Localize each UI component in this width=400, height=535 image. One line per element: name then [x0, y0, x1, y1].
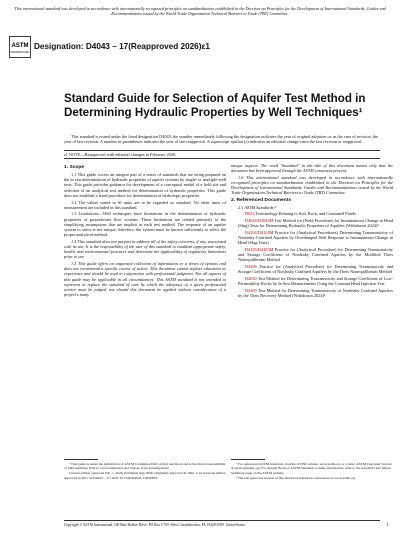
reference-item	[231, 264, 393, 274]
footnote: ³ The last approved version of this historical standard is referenced on www.astm.org.	[236, 475, 356, 480]
designation: Designation: D4043 – 17(Reapproved 2026)ε1	[34, 42, 210, 51]
reference-item	[231, 288, 393, 298]
referenced-documents-heading: 2. Referenced Documents	[231, 197, 292, 203]
reference-item	[231, 276, 393, 286]
standard-issuance-note	[64, 134, 380, 145]
issuance-text: This standard is issued under the fixed designation D4043; the number immediately following the designation indicates the year of original adoption or, in the case of revision, the year of last revision. A number in parentheses indicates the year of last reapproval. A superscript epsilon (ε) indicates an editorial change since the last revision or reapproval.	[64, 134, 379, 145]
footnote-rule	[231, 459, 265, 460]
astm-logo	[9, 36, 31, 58]
reference-code-link[interactable]: D4106	[245, 264, 257, 270]
reference-title: Test Method for (Field Procedure) for Instantaneous Change in Head (Slug) Tests for Determining Hydraulic Properties of Aquifers (Withdrawn 2024)³	[238, 218, 393, 229]
footnotes-left	[64, 462, 226, 481]
reference-item	[231, 218, 393, 228]
reference-item	[231, 247, 393, 262]
right-column	[231, 163, 393, 300]
svg-text:INTERNATIONAL: INTERNATIONAL	[10, 51, 30, 54]
footnote: Current edition approved Feb. 1, 2026. Published July 2026. Originally approved in 1991. Last previous edition approved in 2017 as D4043 – 17. DOI: 10.1520/D4043-17R26E01.	[64, 471, 226, 480]
reference-code-link[interactable]: D5269	[245, 288, 257, 294]
reference-code-link[interactable]: D653	[245, 211, 255, 217]
astm-standards-subheading: 2.1 ASTM Standards:²	[238, 204, 277, 210]
tbt-notice: This international standard was developed in accordance with internationally recognized principles on standardization established in the Decision on Principles for the Development of International Standards, Guides and Recommendations issued by the World Trade Organization Technical Barriers to Trade (TBT) Committee.	[14, 6, 386, 16]
footnote: ¹ This guide is under the jurisdiction of ASTM Committee D18 on Soil and Rock and is the direct responsibility of Subcommittee D18.21 on Groundwater and Vadose Zone Investigations.	[64, 462, 226, 471]
reference-list	[231, 211, 393, 298]
scope-continuation: unique aspects. The word "Standard" in the title of this document means only that the document has been approved through the ASTM consensus process.	[231, 163, 393, 174]
scope-paragraph: 1.5 This guide offers an organized collection of information or a series of options and does not recommend a specific course of action. This document cannot replace education or experience and should be used in conjunction with professional judgment. Not all aspects of this guide may be applicable in all circumstances. This ASTM standard is not intended to represent or replace the standard of care by which the adequacy of a given professional service must be judged, nor should this document be applied without consideration of a project's many	[64, 261, 226, 297]
scope-paragraph: 1.1 This guide covers an integral part of a series of standards that are being prepared on the in situ determination of hydraulic properties of aquifer systems by single- or multiple-well tests. This guide provides guidance for development of a conceptual model of a field site and selection of an analytical test method for determination of hydraulic properties. This guide does not establish a fixed procedure for determination of hydrologic properties.	[64, 172, 226, 198]
reference-code-link[interactable]: D4104/D4104M	[245, 230, 274, 236]
reference-title: Test Method for Determining Transmissivity of Nonleaky Confined Aquifers by the Theis Recovery Method (Withdrawn 2024)³	[238, 288, 393, 299]
reference-code-link[interactable]: D4044/D4044M	[245, 218, 274, 224]
svg-text:ASTM: ASTM	[11, 43, 29, 49]
scope-paragraph: 1.3 Limitations—Well techniques have limitations in the determination of hydraulic properties of groundwater flow systems. These limitations are related primarily to the simplifying assumptions that are implicit in each test method. The response of an aquifer system to stress is not unique; therefore, the system must be known sufficiently to select the proper analytical method.	[64, 211, 226, 238]
reference-title: Practice for (Analytical Procedure) for Determining Transmissivity and Storage Coefficient of Nonleaky Confined Aquifers by the Theis Nonequilibrium Method	[238, 264, 393, 275]
reference-title: Test Method for Determining Transmissivity and Storage Coefficient of Low-Permeability Rocks by In Situ Measurements Using the Constant Head Injection Test	[238, 276, 393, 287]
reference-title: Practice for (Analytical Procedures) Determining Transmissivity of Nonleaky Confined Aquifers by Overdamped Well Response to Instantaneous Change in Head (Slug Tests)	[238, 230, 393, 246]
footnotes-right	[231, 462, 393, 481]
footnote-rule	[64, 459, 98, 460]
footnote: ² For referenced ASTM standards, visit the ASTM website, www.astm.org, or contact ASTM Customer Service at service@astm.org. For Annual Book of ASTM Standards volume information, refer to the standard's Document Summary page on the ASTM website.	[231, 462, 392, 475]
reference-title: Practice for (Analytical Procedure) for Determining Transmissivity and Storage Coefficient of Nonleaky Confined Aquifers by the Modified Theis Nonequilibrium Method	[238, 247, 393, 263]
scope-paragraph: 1.4 This standard does not purport to address all of the safety concerns, if any, associated with its use. It is the responsibility of the user of this standard to establish appropriate safety, health, and environmental practices and determine the applicability of regulatory limitations prior to use.	[64, 238, 226, 260]
copyright-address: Copyright © ASTM International, 100 Barr Harbor Drive, PO Box C700, West Conshohocken, PA 19428-2959. United States	[64, 520, 380, 527]
editorial-note: ε1 NOTE—Reapproved with editorial changes in February 2026.	[64, 150, 380, 159]
scope-heading: 1. Scope	[64, 165, 85, 170]
reference-code-link[interactable]: D4630	[245, 276, 257, 282]
document-title: Standard Guide for Selection of Aquifer Test Method in Determining Hydraulic Properties by Well Techniques¹	[64, 92, 366, 119]
scope-paragraph: 1.6 This international standard was developed in accordance with internationally recognized principles on standardization established in the Decision on Principles for the Development of International Standards, Guides and Recommendations issued by the World Trade Organization Technical Barriers to Trade (TBT) Committee.	[231, 174, 393, 196]
reference-code-link[interactable]: D4105/D4105M	[245, 247, 274, 253]
reference-item	[231, 211, 393, 216]
reference-title: Terminology Relating to Soil, Rock, and Contained Fluids	[254, 211, 356, 217]
left-column	[64, 163, 226, 299]
page-number: 1	[386, 522, 389, 527]
scope-paragraph: 1.2 The values stated in SI units are to be regarded as standard. No other units of measurement are included in this standard.	[64, 199, 226, 210]
reference-item	[231, 230, 393, 245]
